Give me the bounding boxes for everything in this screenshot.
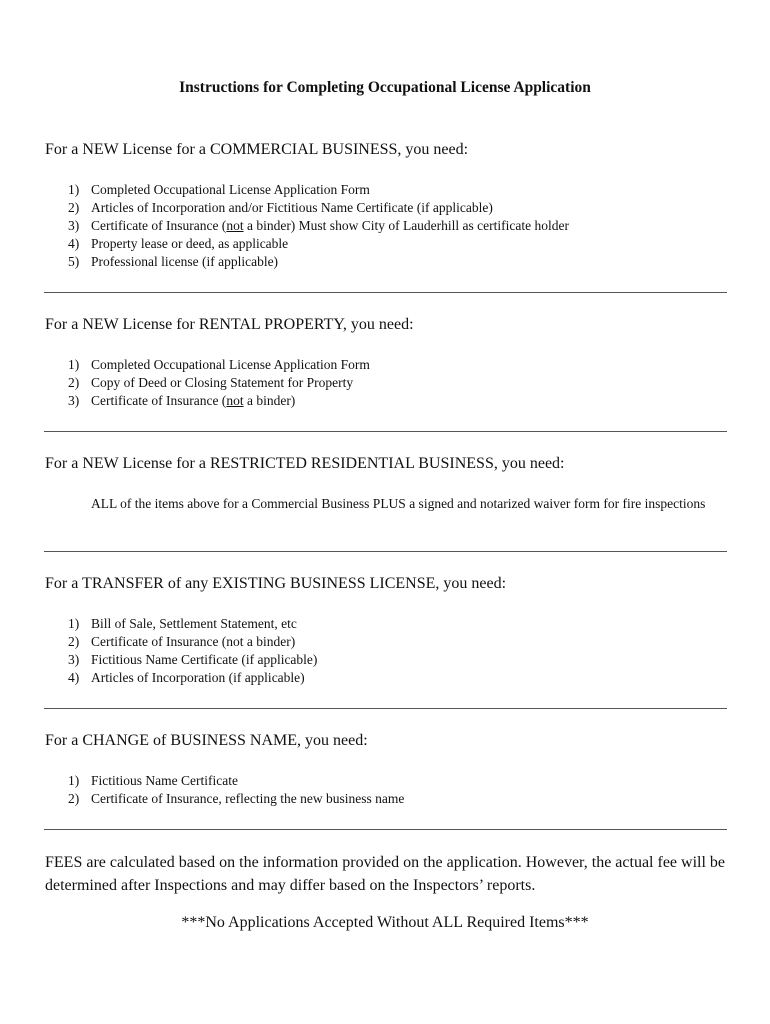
item-text: Completed Occupational License Application Form	[91, 182, 370, 197]
list-item	[68, 217, 569, 235]
list-item	[68, 790, 404, 808]
restricted-residential-paragraph: ALL of the items above for a Commercial Business PLUS a signed and notarized waiver form for fire inspections	[91, 496, 706, 511]
item-text: Completed Occupational License Application Form	[91, 357, 370, 372]
item-number: 2)	[68, 634, 80, 649]
item-number: 2)	[68, 791, 80, 806]
section-divider	[44, 829, 727, 830]
item-number: 5)	[68, 254, 80, 269]
list-item	[68, 392, 370, 410]
item-text: Fictitious Name Certificate (if applicable)	[91, 652, 318, 667]
item-number: 1)	[68, 773, 80, 788]
item-number: 4)	[68, 236, 80, 251]
item-text: Articles of Incorporation and/or Fictitious Name Certificate (if applicable)	[91, 200, 493, 215]
item-text: Certificate of Insurance (not a binder)	[91, 393, 296, 408]
item-text: Certificate of Insurance, reflecting the new business name	[91, 791, 405, 806]
section-heading-transfer: For a TRANSFER of any EXISTING BUSINESS LICENSE, you need:	[45, 575, 507, 592]
list-item	[68, 181, 569, 199]
item-text: Certificate of Insurance (not a binder) Must show City of Lauderhill as certificate holder	[91, 218, 569, 233]
section-heading-name-change: For a CHANGE of BUSINESS NAME, you need:	[45, 732, 368, 749]
transfer-requirements-list	[68, 615, 317, 687]
item-number: 2)	[68, 200, 80, 215]
item-number: 1)	[68, 357, 80, 372]
list-item	[68, 199, 569, 217]
section-heading-rental: For a NEW License for RENTAL PROPERTY, you need:	[45, 316, 414, 333]
section-divider	[44, 551, 727, 552]
list-item	[68, 772, 404, 790]
commercial-requirements-list	[68, 181, 569, 271]
item-text: Articles of Incorporation (if applicable)	[91, 670, 305, 685]
item-number: 3)	[68, 393, 80, 408]
rental-requirements-list	[68, 356, 370, 410]
underlined-word: not	[226, 218, 244, 233]
document-title: Instructions for Completing Occupational License Application	[179, 79, 591, 96]
item-text: Certificate of Insurance (not a binder)	[91, 634, 296, 649]
section-heading-restricted-residential: For a NEW License for a RESTRICTED RESIDENTIAL BUSINESS, you need:	[45, 455, 565, 472]
item-number: 4)	[68, 670, 80, 685]
list-item	[68, 633, 317, 651]
item-number: 1)	[68, 182, 80, 197]
item-number: 3)	[68, 652, 80, 667]
list-item	[68, 615, 317, 633]
list-item	[68, 651, 317, 669]
name-change-requirements-list	[68, 772, 404, 808]
item-number: 2)	[68, 375, 80, 390]
section-divider	[44, 292, 727, 293]
section-heading-commercial: For a NEW License for a COMMERCIAL BUSINESS, you need:	[45, 141, 469, 158]
item-text: Bill of Sale, Settlement Statement, etc	[91, 616, 297, 631]
list-item	[68, 356, 370, 374]
item-text: Fictitious Name Certificate	[91, 773, 238, 788]
list-item	[68, 253, 569, 271]
section-divider	[44, 708, 727, 709]
item-text: Property lease or deed, as applicable	[91, 236, 289, 251]
item-number: 1)	[68, 616, 80, 631]
list-item	[68, 235, 569, 253]
underlined-word: not	[226, 393, 244, 408]
list-item	[68, 669, 317, 687]
required-items-notice: ***No Applications Accepted Without ALL Required Items***	[181, 914, 589, 931]
item-number: 3)	[68, 218, 80, 233]
item-text: Copy of Deed or Closing Statement for Property	[91, 375, 354, 390]
fees-note: FEES are calculated based on the information provided on the application. However, the actual fee will be determined after Inspections and may differ based on the Inspectors’ reports.	[45, 854, 726, 894]
section-divider	[44, 431, 727, 432]
list-item	[68, 374, 370, 392]
item-text: Professional license (if applicable)	[91, 254, 279, 269]
